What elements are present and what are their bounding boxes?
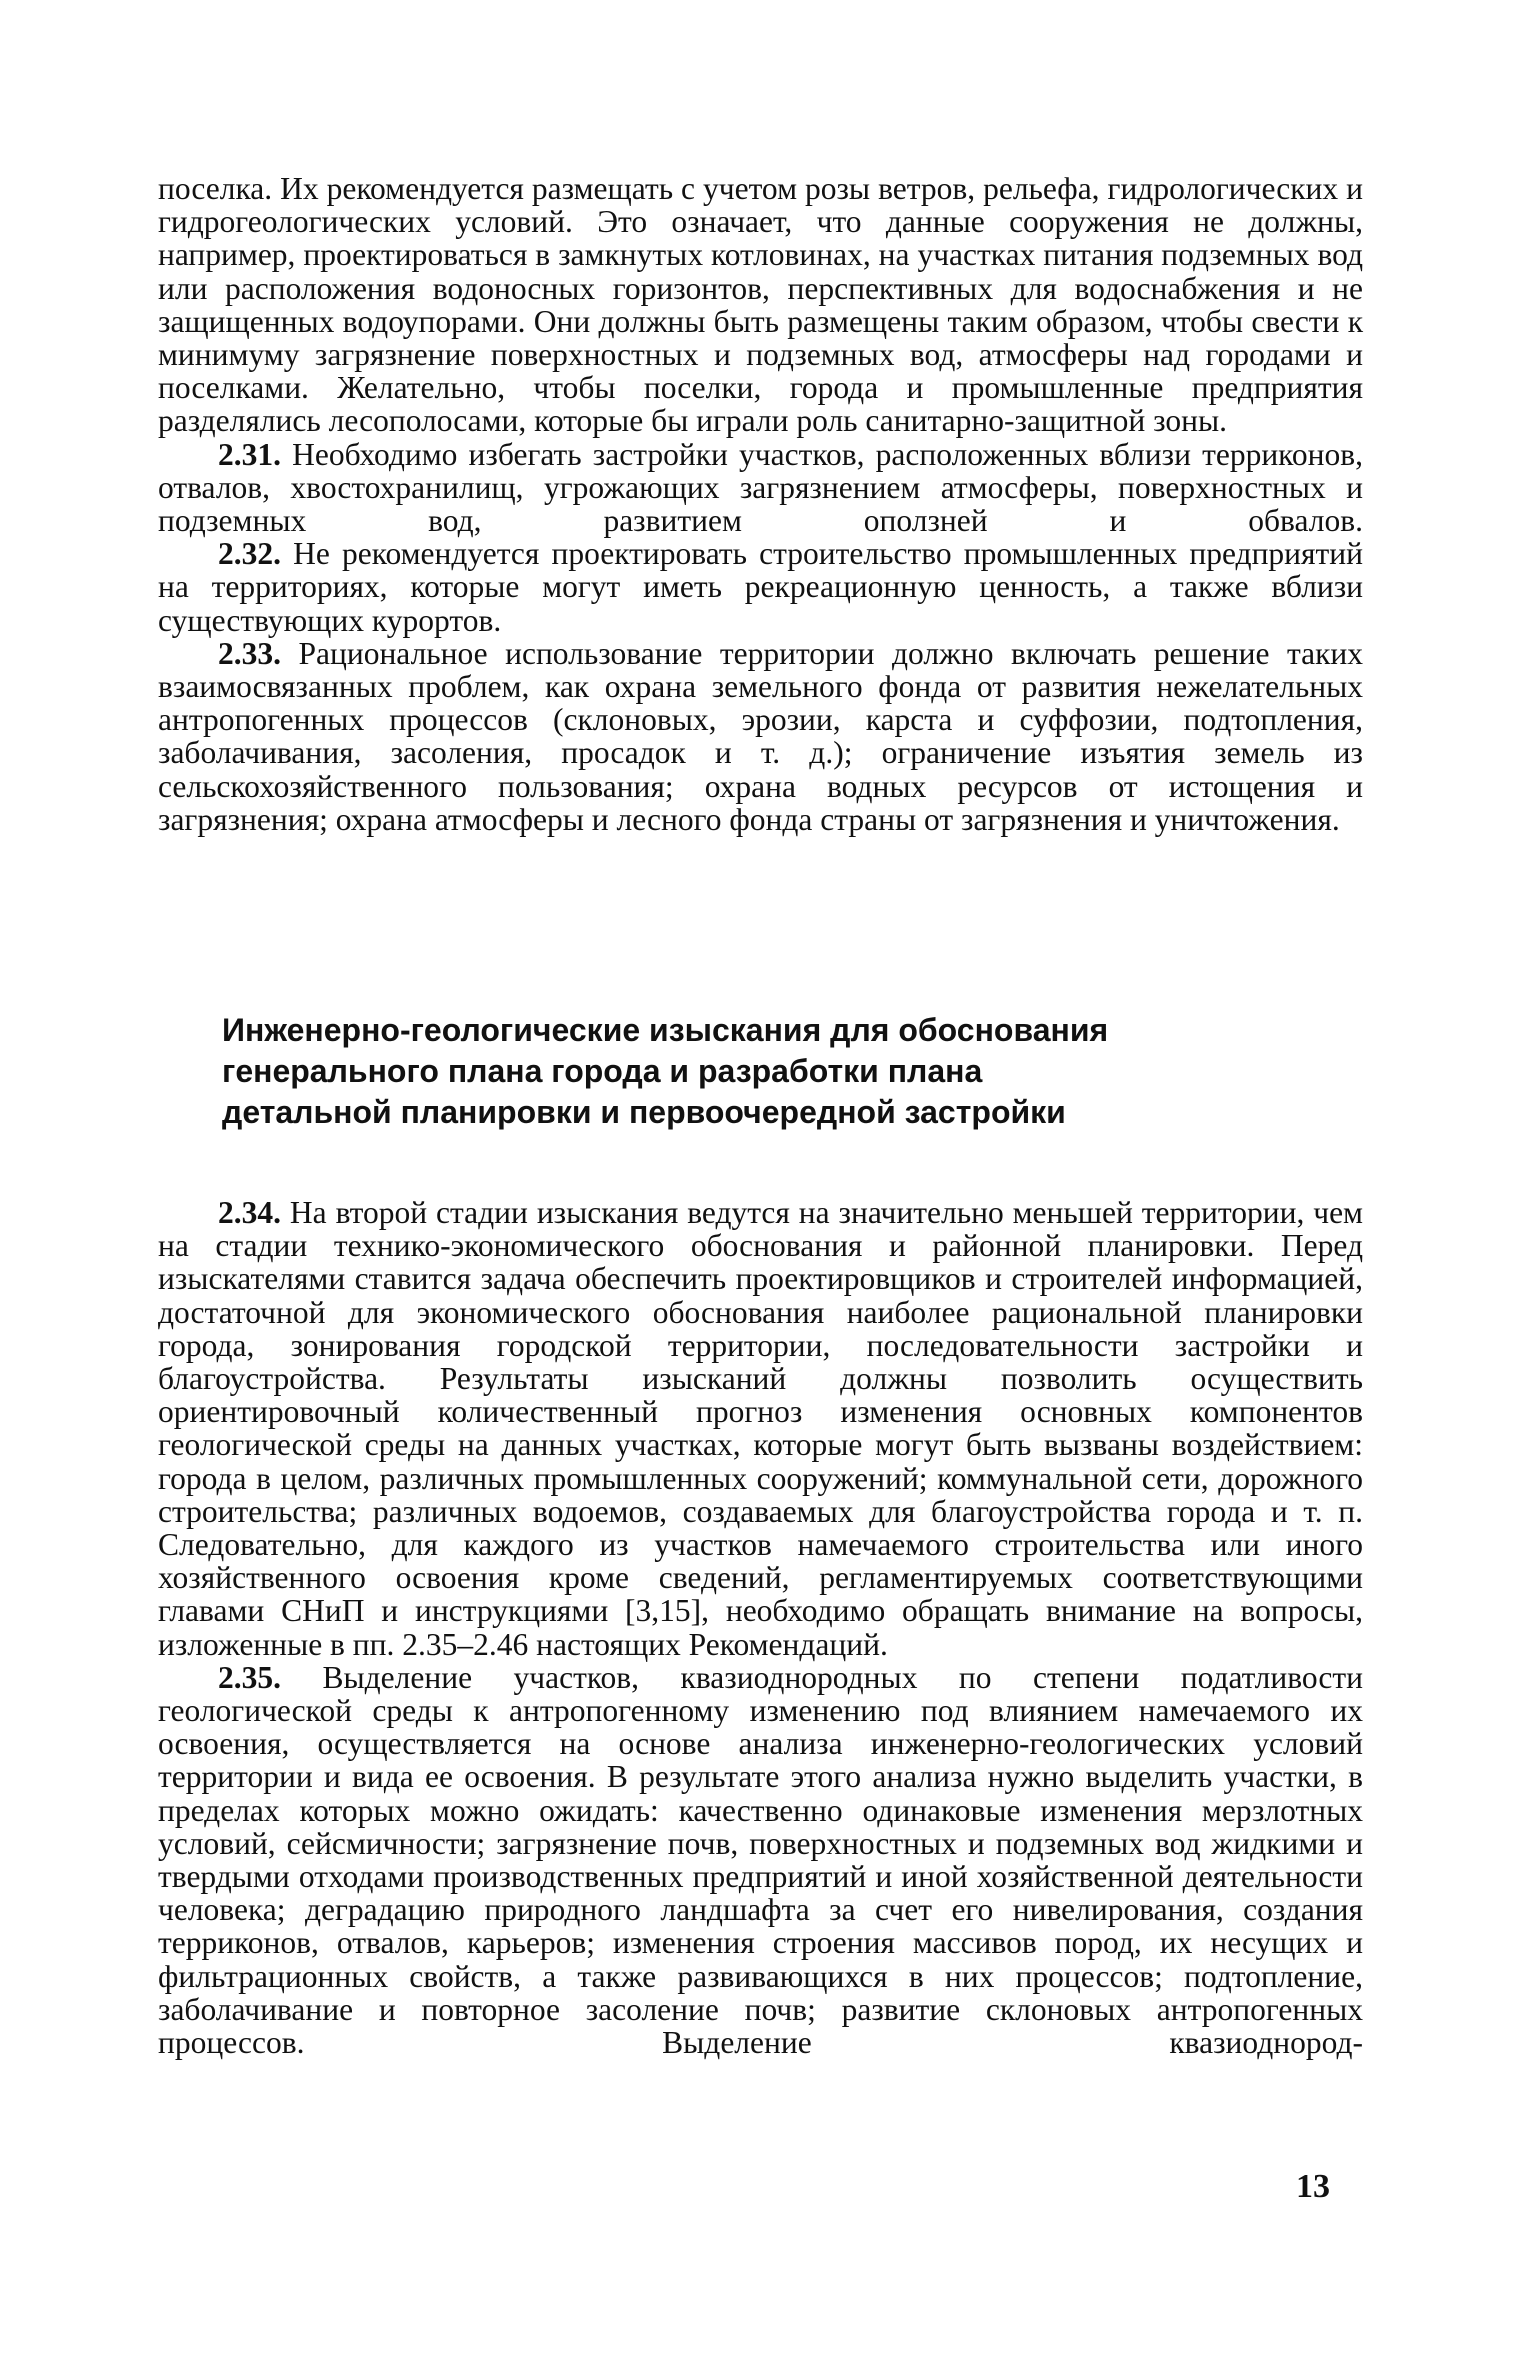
heading-line-2: генерального плана города и разработки плана	[222, 1053, 983, 1089]
paragraph-text: На второй стадии изыскания ведутся на значительно меньшей территории, чем на стадии технико-экономического обоснования и районной планировки. Перед изыскателями ставится задача обеспечить проектировщиков и строителей информацией, достаточной для экономического обоснования наиболее рациональной планировки города, зонирования городской территории, последовательности застройки и благоустройства. Результаты изысканий должны позволить осуществить ориентировочный количественный прогноз изменения основных компонентов геологической среды на данных участках, которые могут быть вызваны воздействием: города в целом, различных промышленных сооружений; коммунальной сети, дорожного строительства; различных водоемов, создаваемых для благоустройства города и т. п. Следовательно, для каждого из участков намечаемого строительства или иного хозяйственного освоения кроме сведений, регламентируемых соответствующими главами СНиП и инструкциями [3,15], необходимо обращать внимание на вопросы, изложенные в пп. 2.35–2.46 настоящих Рекомендаций.	[158, 1195, 1363, 1662]
paragraph-text: Необходимо избегать застройки участков, расположенных вблизи терриконов, отвалов, хвостохранилищ, угрожающих загрязнением атмосферы, поверхностных и подземных вод, развитием оползней и обвалов.	[158, 436, 1363, 539]
heading-line-3: детальной планировки и первоочередной застройки	[222, 1094, 1066, 1130]
paragraph-text: Выделение участков, квазиоднородных по степени податливости геологической среды к антропогенному изменению под влиянием намечаемого их освоения, осуществляется на основе анализа инженерно-геологических условий территории и вида ее освоения. В результате этого анализа нужно выделить участки, в пределах которых можно ожидать: качественно одинаковые изменения мерзлотных условий, сейсмичности; загрязнение почв, поверхностных и подземных вод жидкими и твердыми отходами производственных предприятий и иной хозяйственной деятельности человека; деградацию природного ландшафта за счет его нивелирования, создания терриконов, отвалов, карьеров; изменения строения массивов пород, их несущих и фильтрационных свойств, а также развивающихся в них процессов; подтопление, заболачивание и повторное засоление почв; развитие склоновых антропогенных процессов. Выделение квазиоднород-	[158, 1659, 1364, 2061]
text-block-bottom	[158, 1196, 1363, 2059]
section-heading	[222, 1010, 1332, 1133]
paragraph-2-31	[158, 438, 1363, 538]
paragraph-number: 2.31.	[218, 436, 281, 472]
page-number: 13	[1296, 2168, 1330, 2205]
paragraph-number: 2.35.	[218, 1659, 281, 1695]
heading-line-1: Инженерно-геологические изыскания для обоснования	[222, 1012, 1109, 1048]
paragraph-number: 2.33.	[218, 635, 281, 671]
paragraph-text: Не рекомендуется проектировать строительство промышленных предприятий на территориях, которые могут иметь рекреационную ценность, а также вблизи существующих курортов.	[158, 536, 1364, 638]
paragraph-number: 2.34.	[218, 1195, 281, 1230]
paragraph-2-33	[158, 637, 1363, 836]
text-block-top	[158, 172, 1363, 836]
intro-paragraph: поселка. Их рекомендуется размещать с учетом розы ветров, рельефа, гидрологических и гидрогеологических условий. Это означает, что данные сооружения не должны, например, проектироваться в замкнутых котловинах, на участках питания подземных вод или расположения водоносных горизонтов, перспективных для водоснабжения и не защищенных водоупорами. Они должны быть размещены таким образом, чтобы свести к минимуму загрязнение поверхностных и подземных вод, атмосферы над городами и поселками. Желательно, чтобы поселки, города и промышленные предприятия разделялись лесополосами, которые бы играли роль санитарно-защитной зоны.	[158, 171, 1363, 439]
paragraph-text: Рациональное использование территории должно включать решение таких взаимосвязанных проблем, как охрана земельного фонда от развития нежелательных антропогенных процессов (склоновых, эрозии, карста и суффозии, подтопления, заболачивания, засоления, просадок и т. д.); ограничение изъятия земель из сельскохозяйственного пользования; охрана водных ресурсов от истощения и загрязнения; охрана атмосферы и лесного фонда страны от загрязнения и уничтожения.	[158, 635, 1363, 837]
paragraph-2-34	[158, 1196, 1363, 1661]
paragraph-2-32	[158, 537, 1363, 637]
paragraph-2-35	[158, 1661, 1363, 2059]
paragraph-number: 2.32.	[218, 536, 281, 572]
